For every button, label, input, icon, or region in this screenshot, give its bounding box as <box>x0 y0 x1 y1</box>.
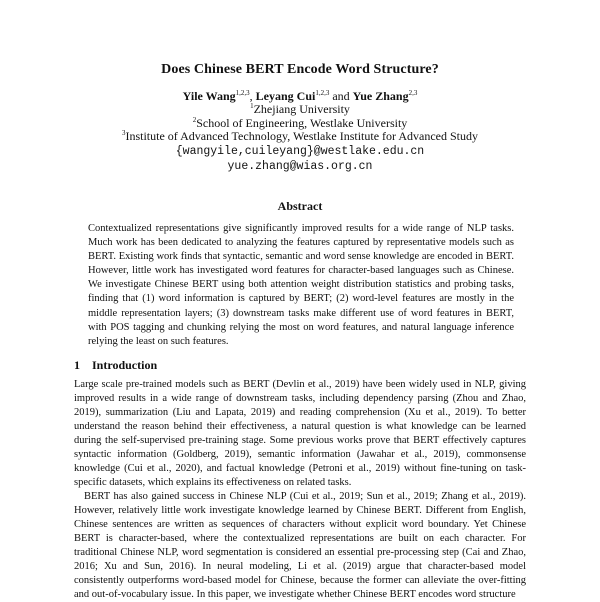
author-separator: , <box>249 89 256 103</box>
author-name: Yile Wang <box>182 89 236 103</box>
paragraph: BERT has also gained success in Chinese NLP (Cui et al., 2019; Sun et al., 2019; Zhang et al., 2019). However, relatively little work investigate knowledge learned by Chinese BERT. Different from English, Chinese sentences are written as sequences of characters without explicit word boundary. Yet Chinese BERT is character-based, where the contextualized representations are built on each character. For traditional Chinese NLP, word segmentation is considered an essential pre-processing step (Cai and Zhao, 2016; Xu and Sun, 2016). In neural modeling, Li et al. (2019) argue that character-based model consistently outperforms word-based model for Chinese, because the former can alleviate the over-fitting and out-of-vocabulary issue. In this paper, we investigate whether Chinese BERT encodes word structure <box>74 491 526 600</box>
affiliation-text: School of Engineering, Westlake University <box>196 115 408 130</box>
section-number: 1 <box>74 358 80 372</box>
body-text <box>74 378 526 602</box>
author-separator: and <box>329 89 353 103</box>
abstract-text: Contextualized representations give significantly improved results for a wide range of NLP tasks. Much work has been dedicated to analyzing the features captured by representative models such as BERT. Existing work finds that syntactic, semantic and word sense knowledge are encoded in BERT. However, little work has investigated word features for character-based languages such as Chinese. We investigate Chinese BERT using both attention weight distribution statistics and probing tasks, finding that (1) word information is captured by BERT; (2) word-level features are mostly in the middle representation layers; (3) downstream tasks make different use of word features in BERT, with POS tagging and chunking relying the most on word features, and natural language inference relying the least on such features. <box>88 223 514 347</box>
affiliation-text: Zhejiang University <box>253 102 350 116</box>
author-affil-sup: 1,2,3 <box>315 89 330 97</box>
paper-title: Does Chinese BERT Encode Word Structure? <box>161 62 439 77</box>
affiliation <box>0 130 600 144</box>
section-heading <box>74 358 157 373</box>
affiliation-sup: 2 <box>192 115 197 124</box>
author-affil-sup: 1,2,3 <box>235 89 250 97</box>
affiliation-text: Institute of Advanced Technology, Westlake Institute for Advanced Study <box>125 129 479 143</box>
email-line: yue.zhang@wias.org.cn <box>227 159 373 173</box>
affiliation <box>0 103 600 117</box>
author-name: Leyang Cui <box>255 89 316 103</box>
section-title: Introduction <box>92 358 158 372</box>
paragraph: Large scale pre-trained models such as BERT (Devlin et al., 2019) have been widely used in NLP, giving improved results in a wide range of downstream tasks, including dependency parsing (Zhou and Zhao, 2019), summarization (Liu and Lapata, 2019) and reading comprehension (Xu et al., 2019). To better understand the reason behind their effectiveness, a natural question is what knowledge can be learned during the self-supervised pre-training stage. Some previous works prove that BERT effectively captures syntactic information (Goldberg, 2019), semantic information (Jawahar et al., 2019), commonsense knowledge (Cui et al., 2020), and factual knowledge (Petroni et al., 2019) without fine-tuning on task-specific datasets, which explains its effectiveness on related tasks. <box>74 379 526 488</box>
author-line <box>0 89 600 103</box>
author-block <box>0 89 600 174</box>
abstract-heading: Abstract <box>277 199 323 213</box>
email-line: {wangyile,cuileyang}@westlake.edu.cn <box>175 144 425 158</box>
affiliation <box>0 117 600 131</box>
affiliation-sup: 3 <box>121 129 126 137</box>
author-affil-sup: 2,3 <box>408 89 418 97</box>
affiliation-sup: 1 <box>250 102 254 110</box>
author-name: Yue Zhang <box>352 89 409 103</box>
